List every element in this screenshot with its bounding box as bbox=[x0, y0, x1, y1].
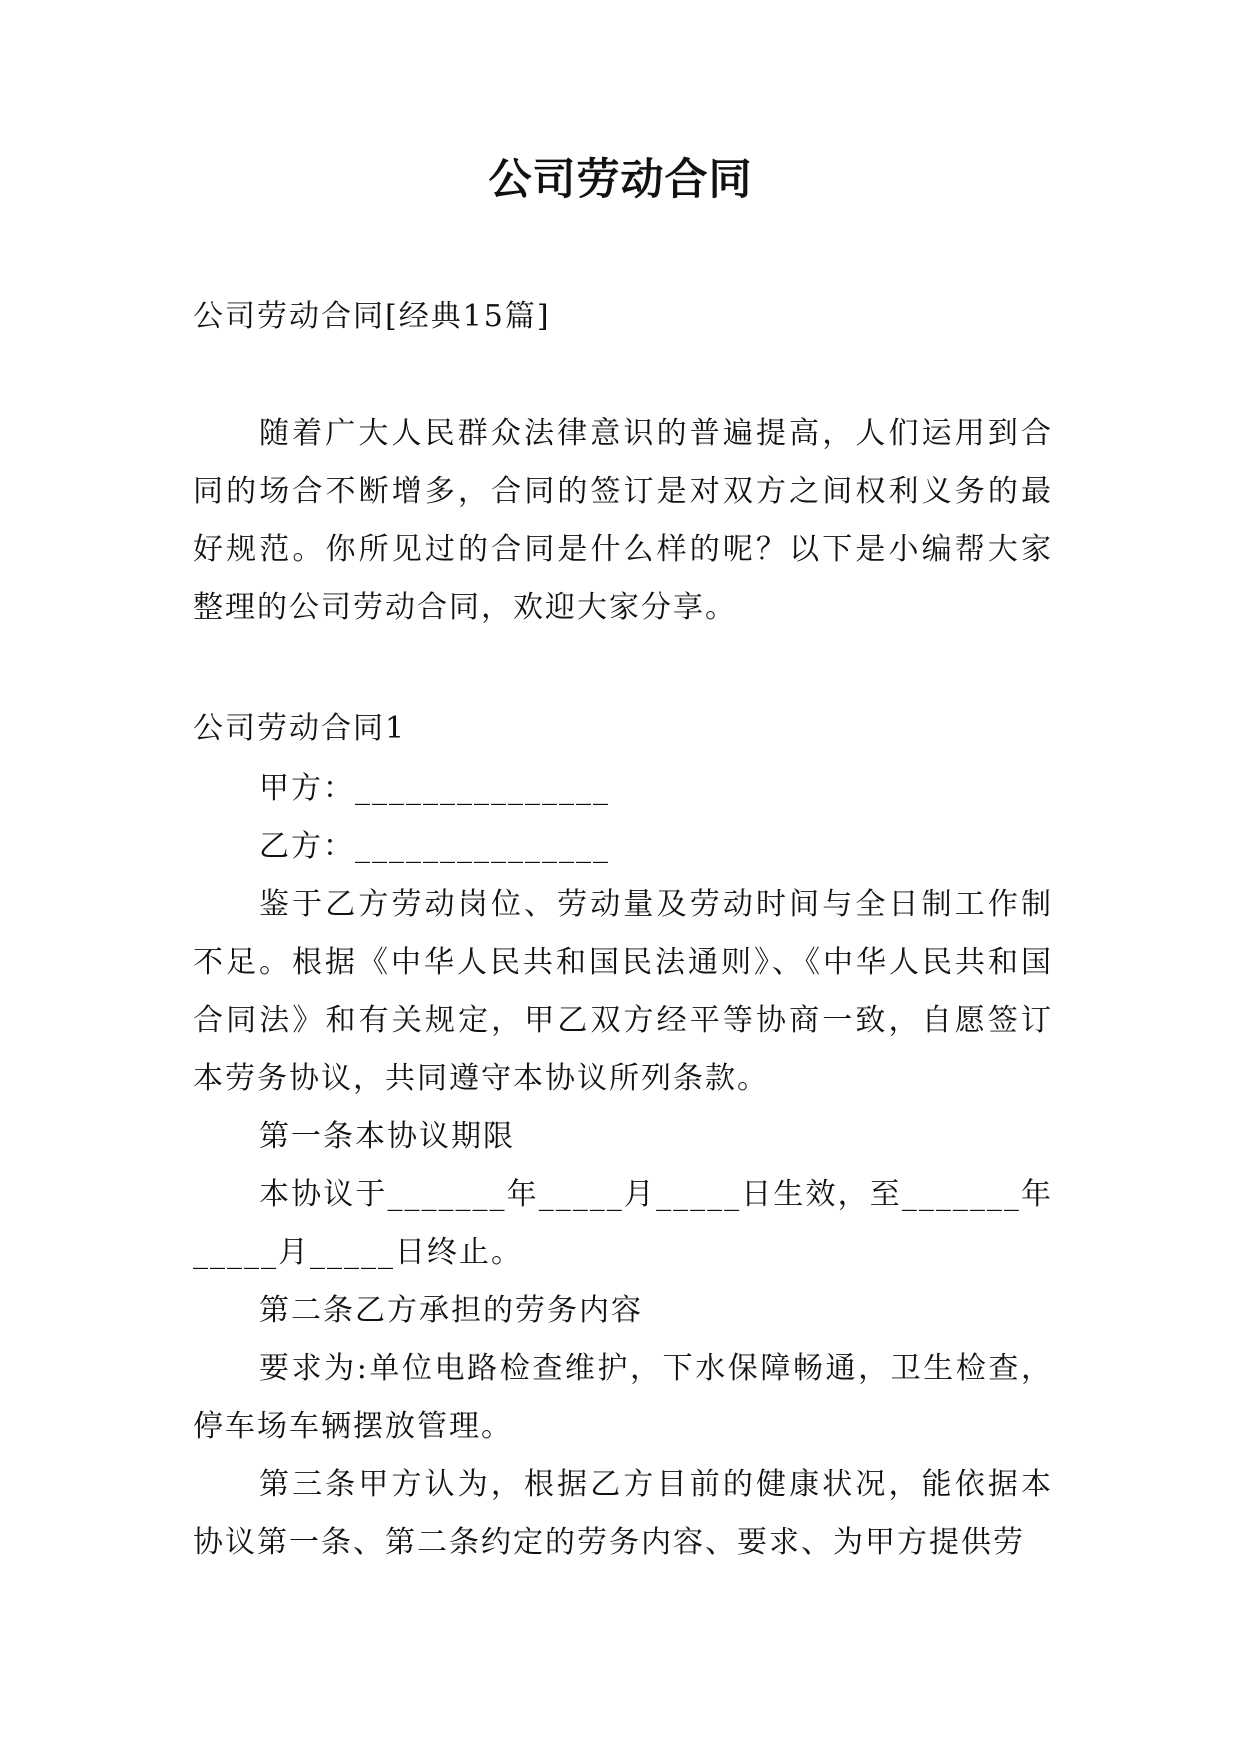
article-1-title: 第一条本协议期限 bbox=[259, 1119, 515, 1154]
party-b-line: 乙方：_______________ bbox=[259, 829, 610, 864]
section-heading: 公司劳动合同1 bbox=[193, 711, 407, 746]
document-subtitle: 公司劳动合同[经典15篇] bbox=[193, 299, 551, 334]
contract-paragraph: 鉴于乙方劳动岗位、劳动量及劳动时间与全日制工作制不足。根据《中华人民共和国民法通则》、《中华人民共和国合同法》和有关规定，甲乙双方经平等协商一致，自愿签订本劳务协议，共同遵守本协议所列条款。 bbox=[193, 887, 1053, 1096]
party-a-line: 甲方：_______________ bbox=[259, 771, 610, 806]
document-title: 公司劳动合同 bbox=[488, 155, 753, 205]
article-3-text: 第三条甲方认为，根据乙方目前的健康状况，能依据本协议第一条、第二条约定的劳务内容、要求、为甲方提供劳 bbox=[193, 1467, 1053, 1560]
article-1-text: 本协议于_______年_____月_____日生效，至_______年_____月_____日终止。 bbox=[193, 1177, 1053, 1270]
contract-content bbox=[193, 700, 1053, 1572]
article-2-text: 要求为:单位电路检查维护，下水保障畅通，卫生检查，停车场车辆摆放管理。 bbox=[193, 1351, 1053, 1444]
intro-paragraph: 随着广大人民群众法律意识的普遍提高，人们运用到合同的场合不断增多，合同的签订是对双方之间权利义务的最好规范。你所见过的合同是什么样的呢？以下是小编帮大家整理的公司劳动合同，欢迎大家分享。 bbox=[193, 416, 1053, 625]
article-2-title: 第二条乙方承担的劳务内容 bbox=[259, 1293, 643, 1328]
